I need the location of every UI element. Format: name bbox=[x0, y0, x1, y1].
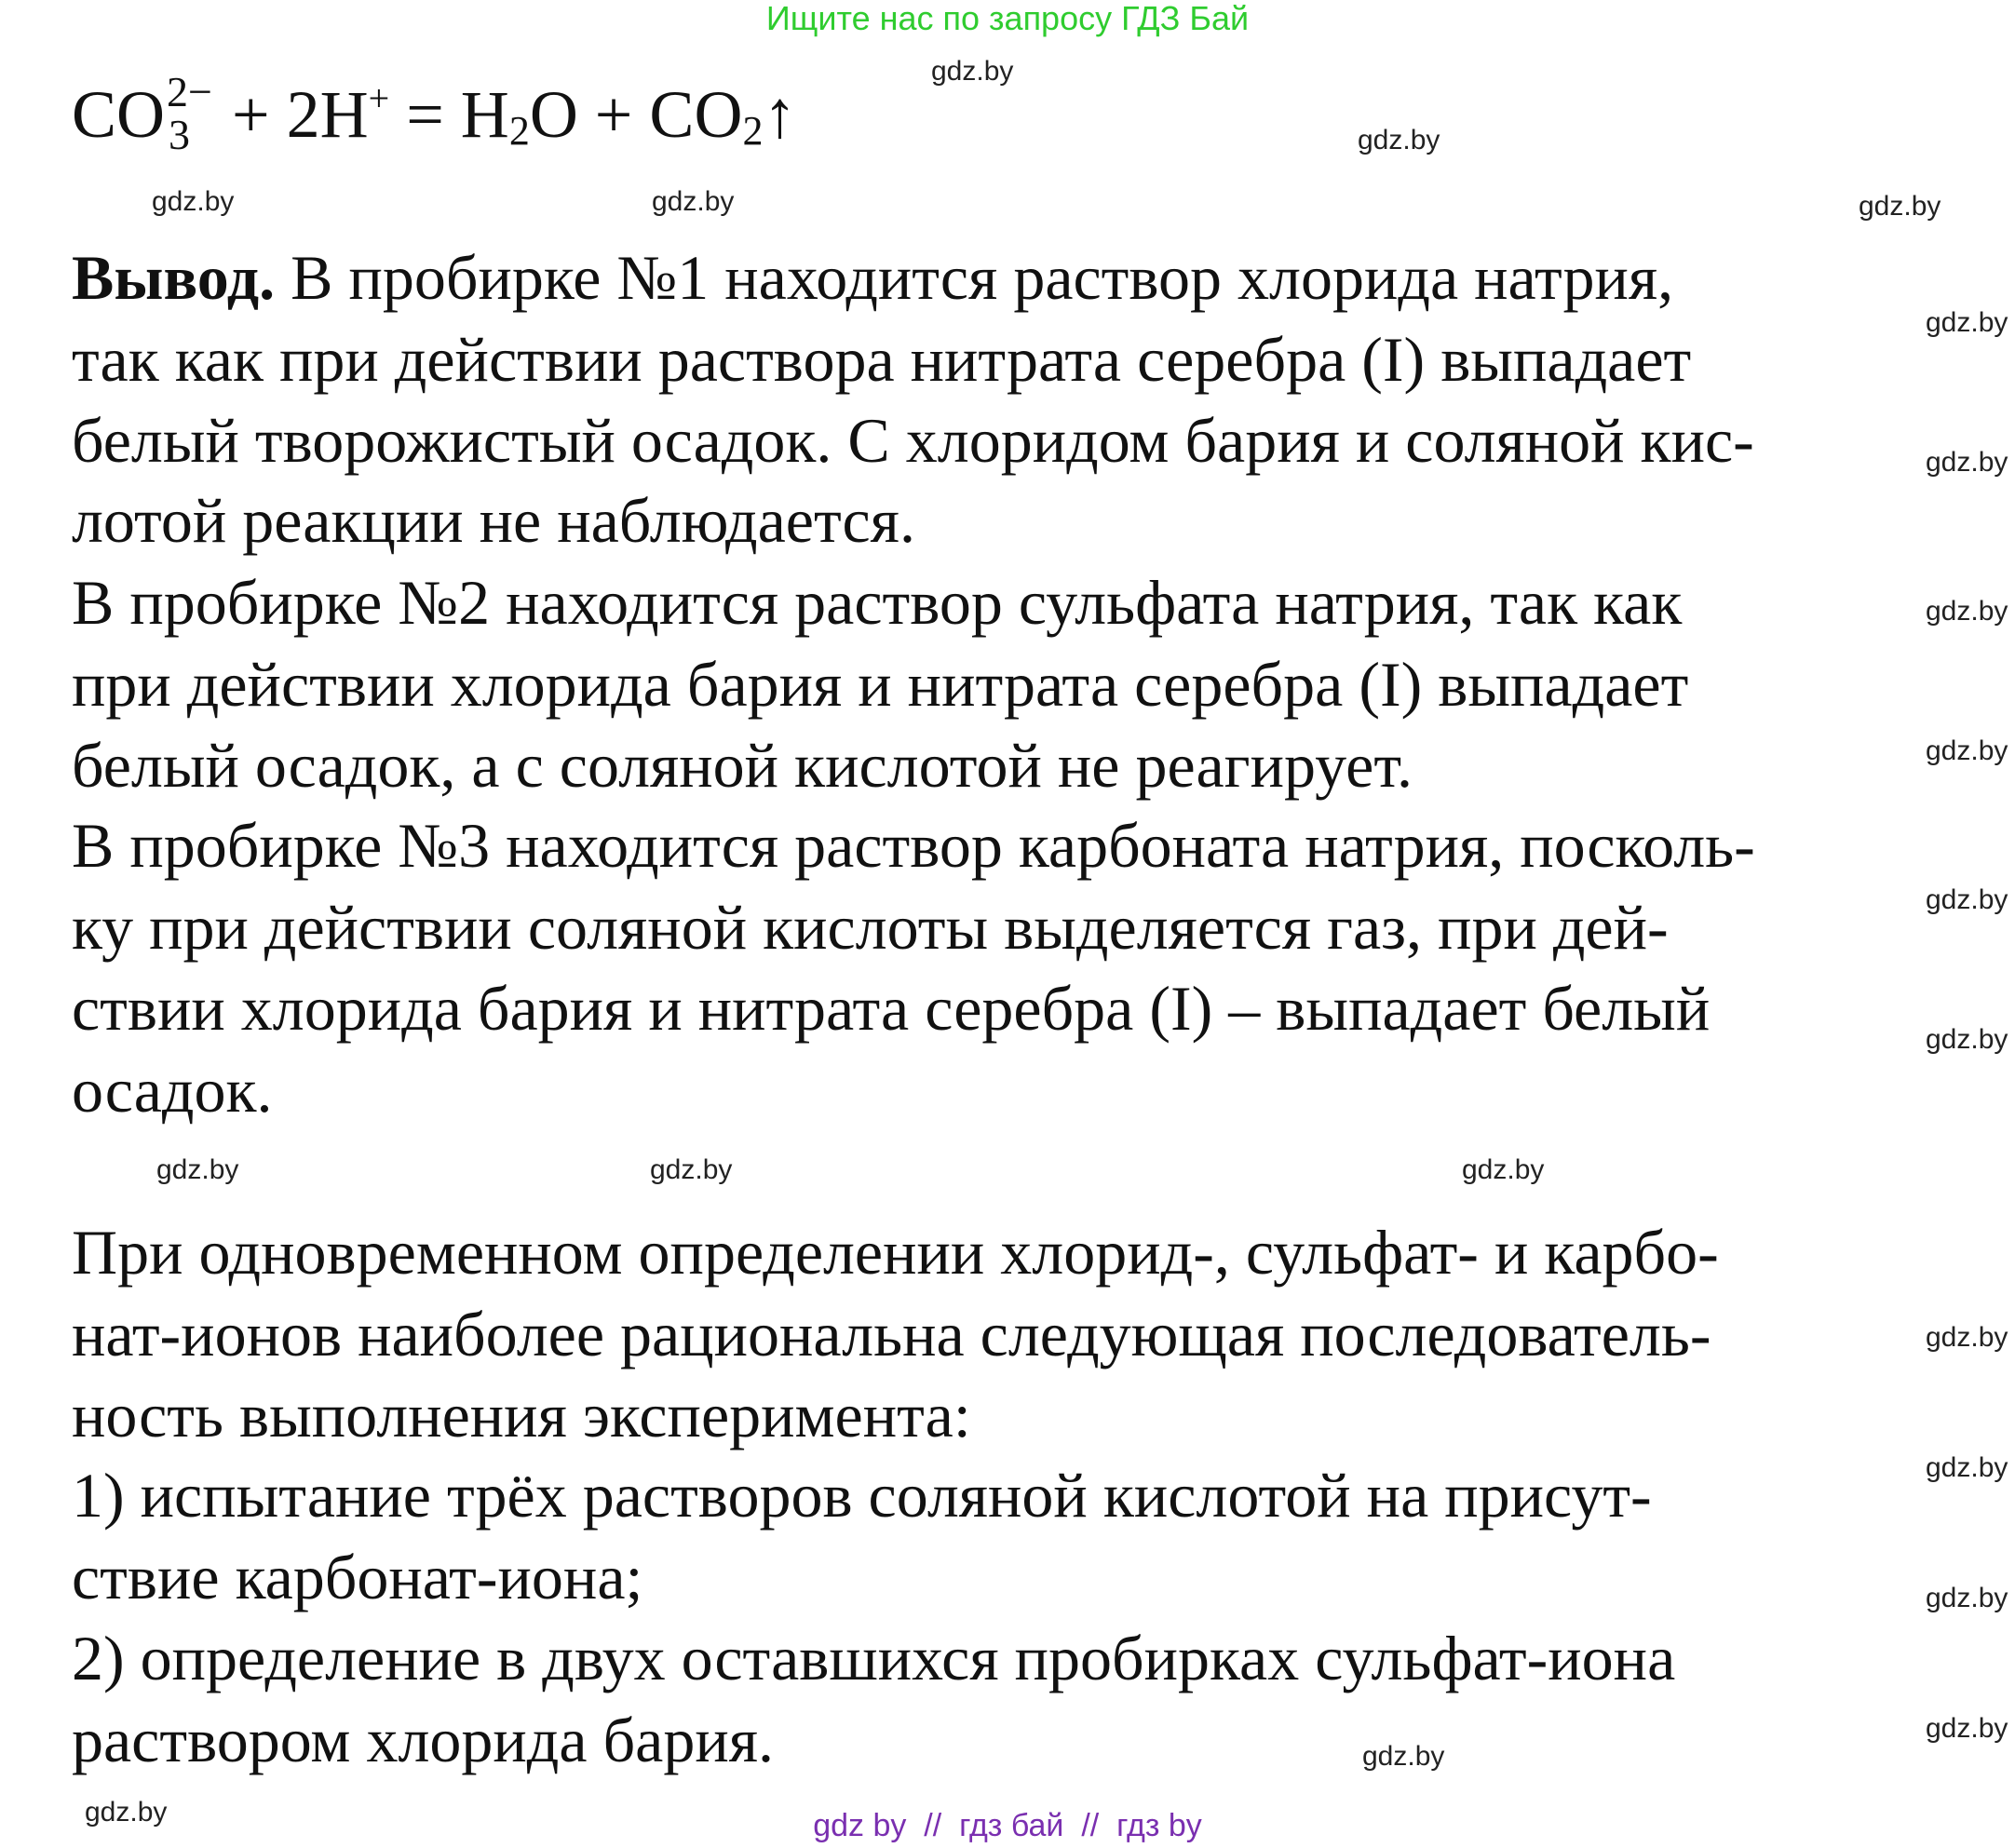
watermark: gdz.by bbox=[1926, 735, 2008, 766]
watermark: gdz.by bbox=[1926, 1024, 2008, 1055]
formula-co: CO bbox=[72, 77, 166, 152]
formula-co2: O + CO bbox=[529, 77, 743, 152]
formula-water-h: = H bbox=[389, 77, 509, 152]
watermark: gdz.by bbox=[652, 186, 735, 217]
formula-h-charge: + bbox=[368, 77, 390, 119]
gas-arrow-icon: ↑ bbox=[763, 77, 797, 152]
text-line: В пробирке №2 находится раствор сульфата натрия, так как bbox=[72, 567, 1683, 638]
watermark: gdz.by bbox=[1926, 1452, 2008, 1483]
watermark: gdz.by bbox=[931, 56, 1014, 87]
watermark: gdz.by bbox=[1362, 1741, 1445, 1772]
text-line: так как при действии раствора нитрата серебра (I) выпадает bbox=[72, 324, 1692, 395]
watermark: gdz.by bbox=[650, 1154, 733, 1185]
text-line: ность выполнения эксперимента: bbox=[72, 1380, 971, 1450]
text-line: 1) испытание трёх растворов соляной кислотой на присут- bbox=[72, 1460, 1652, 1531]
ionic-equation bbox=[72, 68, 797, 158]
watermark: gdz.by bbox=[1462, 1154, 1545, 1185]
text-line: В пробирке №3 находится раствор карбоната натрия, посколь- bbox=[72, 810, 1755, 881]
formula-charge: 2− bbox=[167, 68, 212, 115]
formula-index: 3 bbox=[169, 111, 191, 158]
text-line: ствии хлорида бария и нитрата серебра (I) – выпадает белый bbox=[72, 973, 1711, 1044]
watermark: gdz.by bbox=[1926, 884, 2008, 915]
formula-h: + 2H bbox=[215, 77, 369, 152]
watermark: gdz.by bbox=[1926, 1322, 2008, 1353]
watermark: gdz.by bbox=[1926, 1583, 2008, 1613]
text-line: осадок. bbox=[72, 1055, 273, 1126]
watermark: gdz.by bbox=[85, 1797, 168, 1828]
text-line: 2) определение в двух оставшихся пробирках сульфат-иона bbox=[72, 1623, 1676, 1693]
watermark: gdz.by bbox=[1926, 1713, 2008, 1744]
text-line: раствором хлорида бария. bbox=[72, 1705, 775, 1775]
formula-water-index: 2 bbox=[508, 108, 530, 154]
watermark: gdz.by bbox=[156, 1154, 239, 1185]
footer-links: gdz by // гдз бай // гдз by bbox=[813, 1808, 1202, 1843]
conclusion-label: Вывод. bbox=[72, 242, 276, 313]
formula-co2-index: 2 bbox=[742, 108, 764, 154]
watermark: gdz.by bbox=[1859, 191, 1941, 222]
text-line: при действии хлорида бария и нитрата серебра (I) выпадает bbox=[72, 649, 1689, 720]
watermark: gdz.by bbox=[1926, 307, 2008, 338]
watermark: gdz.by bbox=[1358, 125, 1440, 155]
search-hint-banner: Ищите нас по запросу ГДЗ Бай bbox=[765, 0, 1250, 37]
text-line: ствие карбонат-иона; bbox=[72, 1542, 643, 1612]
watermark: gdz.by bbox=[1926, 596, 2008, 627]
text-line: нат-ионов наиболее рациональна следующая последователь- bbox=[72, 1299, 1711, 1369]
text-line: белый осадок, а с соляной кислотой не реагирует. bbox=[72, 730, 1413, 801]
text-span: В пробирке №1 находится раствор хлорида натрия, bbox=[275, 242, 1674, 313]
text-line: ку при действии соляной кислоты выделяется газ, при дей- bbox=[72, 892, 1669, 963]
watermark: gdz.by bbox=[152, 186, 235, 217]
text-line: лотой реакции не наблюдается. bbox=[72, 485, 915, 556]
text-line bbox=[72, 240, 1673, 315]
watermark: gdz.by bbox=[1926, 447, 2008, 478]
text-line: При одновременном определении хлорид-, сульфат- и карбо- bbox=[72, 1217, 1719, 1288]
text-line: белый творожистый осадок. С хлоридом бария и соляной кис- bbox=[72, 405, 1754, 476]
